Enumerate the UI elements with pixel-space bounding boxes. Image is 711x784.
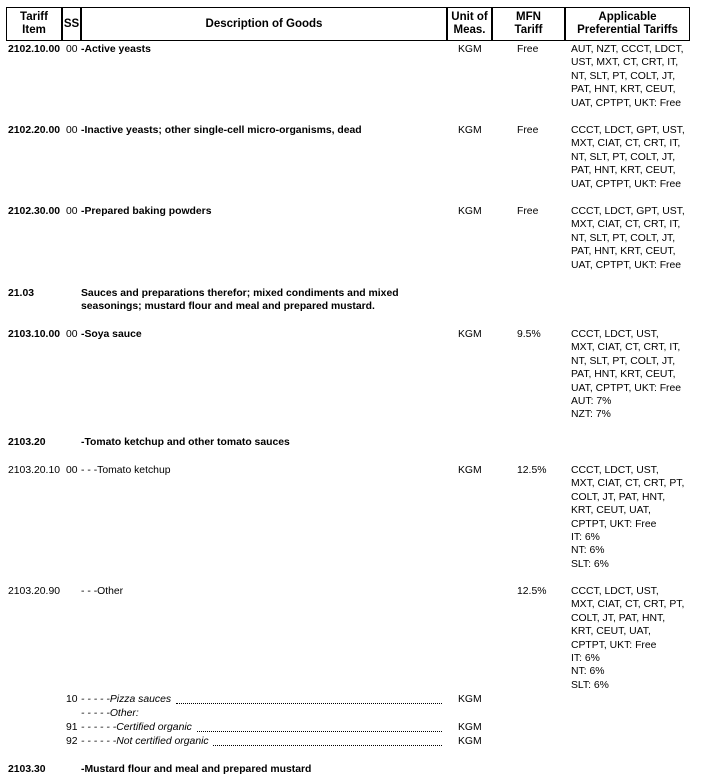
unit-of-measure: KGM [458,694,482,705]
goods-description: -Active yeasts [81,44,151,55]
goods-description: - - - - -Other: [81,708,139,719]
unit-of-measure: KGM [458,44,482,55]
tariff-item-number: 2102.30.00 [8,206,61,217]
dot-leader [197,731,442,732]
goods-description: - - - - - -Not certified organic [81,736,209,747]
ss-code: 91 [66,722,78,733]
ss-code: 10 [66,694,78,705]
preferential-tariffs: CCCT, LDCT, GPT, UST, MXT, CIAT, CT, CRT, IT, NT, SLT, PT, COLT, JT, PAT, HNT, KRT, CEUT, UAT, CPTPT, UKT: Free [571,125,685,190]
unit-of-measure: KGM [458,722,482,733]
mfn-tariff: Free [517,206,539,217]
subheading-number: 2103.30 [8,764,46,775]
dot-leader [213,745,442,746]
header-mfn: MFN Tariff [492,7,565,41]
mfn-tariff: Free [517,125,539,136]
unit-of-measure: KGM [458,736,482,747]
unit-of-measure: KGM [458,465,482,476]
heading-number: 21.03 [8,288,35,299]
goods-description: - - - - -Pizza sauces [81,694,172,705]
goods-description: -Inactive yeasts; other single-cell micro-organisms, dead [81,125,362,136]
goods-description: -Prepared baking powders [81,206,212,217]
ss-code: 92 [66,736,78,747]
header-tariff-item: Tariff Item [6,7,62,41]
tariff-item-number: 2103.10.00 [8,329,61,340]
preferential-tariffs: CCCT, LDCT, UST, MXT, CIAT, CT, CRT, IT, NT, SLT, PT, COLT, JT, PAT, HNT, KRT, CEUT, UAT, CPTPT, UKT: Free AUT: 7% NZT: 7% [571,329,682,421]
preferential-tariffs: CCCT, LDCT, GPT, UST, MXT, CIAT, CT, CRT, IT, NT, SLT, PT, COLT, JT, PAT, HNT, KRT, CEUT, UAT, CPTPT, UKT: Free [571,206,685,271]
header-unit: Unit of Meas. [447,7,492,41]
dot-leader [176,703,442,704]
mfn-tariff: 9.5% [517,329,541,340]
unit-of-measure: KGM [458,329,482,340]
tariff-item-number: 2102.20.00 [8,125,61,136]
mfn-tariff: Free [517,44,539,55]
ss-code: 00 [66,44,78,55]
preferential-tariffs: CCCT, LDCT, UST, MXT, CIAT, CT, CRT, PT, COLT, JT, PAT, HNT, KRT, CEUT, UAT, CPTPT, UKT: Free IT: 6% NT: 6% SLT: 6% [571,586,685,691]
goods-description: - - -Tomato ketchup [81,465,171,476]
subheading-description: -Mustard flour and meal and prepared mustard [81,764,312,775]
mfn-tariff: 12.5% [517,586,547,597]
header-description: Description of Goods [81,7,447,41]
preferential-tariffs: AUT, NZT, CCCT, LDCT, UST, MXT, CT, CRT, IT, NT, SLT, PT, COLT, JT, PAT, HNT, KRT, CEUT, UAT, CPTPT, UKT: Free [571,44,684,109]
goods-description: - - - - - -Certified organic [81,722,192,733]
ss-code: 00 [66,329,78,340]
subheading-description: -Tomato ketchup and other tomato sauces [81,437,290,448]
header-ss: SS [62,7,81,41]
unit-of-measure: KGM [458,206,482,217]
mfn-tariff: 12.5% [517,465,547,476]
header-preferential: Applicable Preferential Tariffs [565,7,690,41]
tariff-item-number: 2102.10.00 [8,44,61,55]
heading-description: Sauces and preparations therefor; mixed condiments and mixed seasonings; mustard flour and meal and prepared mustard. [81,288,399,313]
unit-of-measure: KGM [458,125,482,136]
subheading-number: 2103.20 [8,437,46,448]
preferential-tariffs: CCCT, LDCT, UST, MXT, CIAT, CT, CRT, PT, COLT, JT, PAT, HNT, KRT, CEUT, UAT, CPTPT, UKT: Free IT: 6% NT: 6% SLT: 6% [571,465,685,570]
ss-code: 00 [66,125,78,136]
tariff-item-number: 2103.20.10 [8,465,61,476]
goods-description: -Soya sauce [81,329,142,340]
ss-code: 00 [66,206,78,217]
ss-code: 00 [66,465,78,476]
goods-description: - - -Other [81,586,124,597]
tariff-item-number: 2103.20.90 [8,586,61,597]
